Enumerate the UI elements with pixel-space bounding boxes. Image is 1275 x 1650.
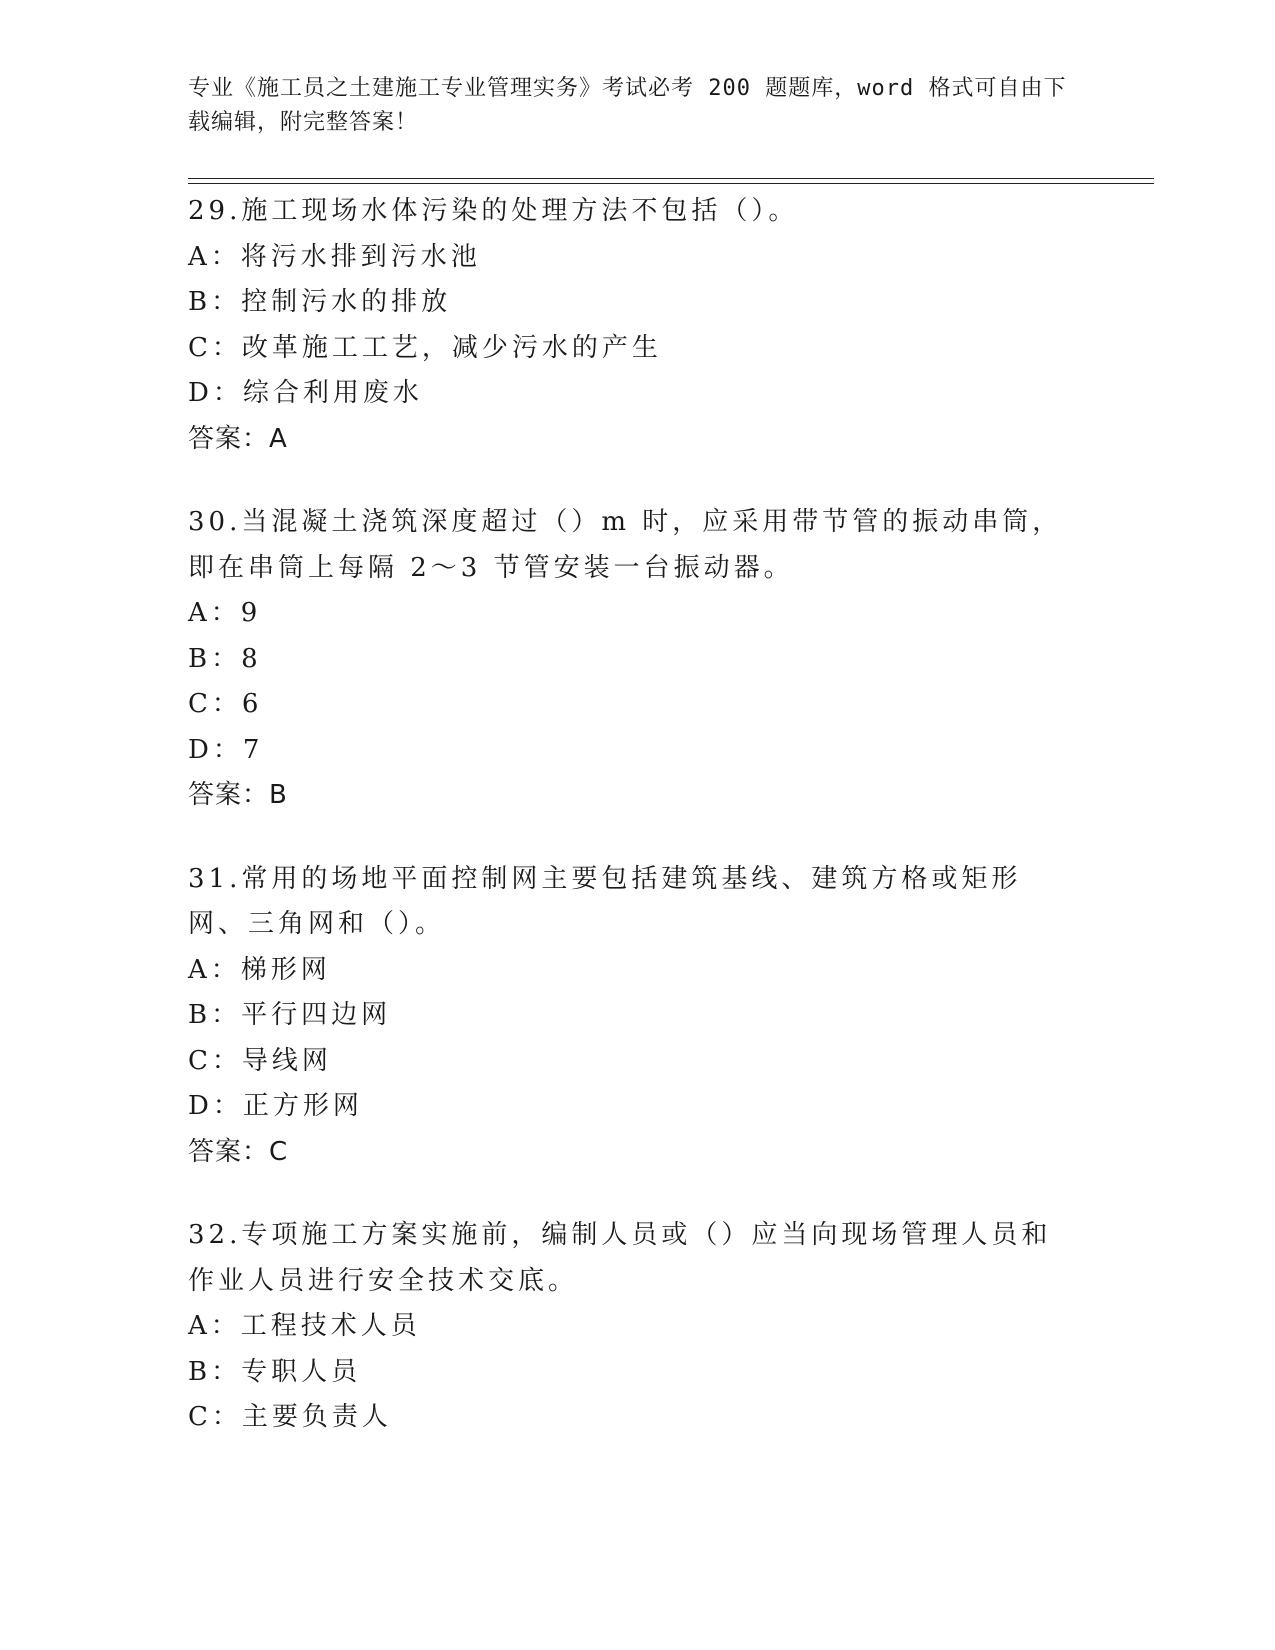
- header-divider-bottom: [188, 183, 1154, 184]
- option-c: C：6: [188, 689, 263, 719]
- question-31: [188, 857, 1068, 1176]
- header-divider-top: [188, 178, 1154, 179]
- option-a: A：梯形网: [188, 954, 331, 985]
- question-29: [188, 189, 1068, 462]
- option-b: B：专职人员: [188, 1356, 362, 1387]
- document-header: 专业《施工员之土建施工专业管理实务》考试必考 200 题题库，word 格式可自由下载编辑，附完整答案！: [188, 76, 1067, 135]
- option-a: A：9: [188, 598, 262, 628]
- question-stem: 29.施工现场水体污染的处理方法不包括（）。: [188, 196, 799, 226]
- option-d: D：正方形网: [188, 1091, 363, 1121]
- answer-line: 答案：A: [188, 423, 288, 454]
- question-32: [188, 1213, 1068, 1441]
- option-d: D：7: [188, 734, 264, 765]
- answer-line: 答案：C: [188, 1136, 289, 1167]
- question-stem: 31.常用的场地平面控制网主要包括建筑基线、建筑方格或矩形网、三角网和（）。: [188, 863, 1022, 939]
- question-30: [188, 500, 1068, 819]
- option-a: A：将污水排到污水池: [188, 241, 481, 272]
- question-list: [188, 189, 1068, 1479]
- answer-line: 答案：B: [188, 780, 288, 810]
- option-b: B：控制污水的排放: [188, 287, 452, 317]
- option-b: B：8: [188, 643, 262, 674]
- option-b: B：平行四边网: [188, 1000, 392, 1030]
- option-c: C：主要负责人: [188, 1402, 392, 1432]
- option-d: D：综合利用废水: [188, 378, 423, 408]
- question-stem: 32.专项施工方案实施前，编制人员或（）应当向现场管理人员和作业人员进行安全技术交底。: [188, 1220, 1052, 1296]
- option-c: C：导线网: [188, 1045, 332, 1076]
- question-stem: 30.当混凝土浇筑深度超过（）m 时，应采用带节管的振动串筒，即在串筒上每隔 2～3 节管安装一台振动器。: [188, 507, 1063, 583]
- option-c: C：改革施工工艺，减少污水的产生: [188, 332, 662, 363]
- option-a: A：工程技术人员: [188, 1311, 421, 1341]
